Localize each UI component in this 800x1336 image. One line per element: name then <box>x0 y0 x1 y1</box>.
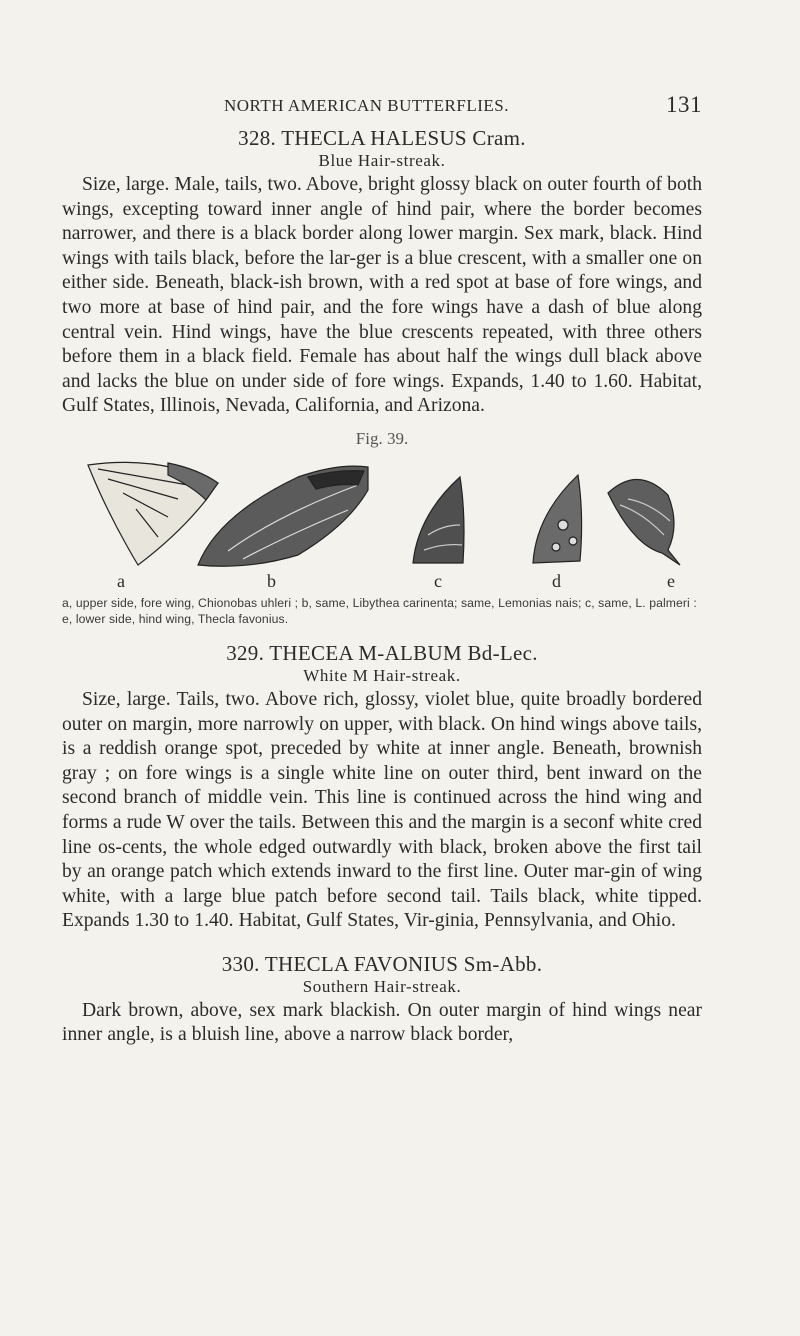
entry-common-name: White M Hair-streak. <box>303 665 461 685</box>
page-number: 131 <box>666 92 702 117</box>
entry-description: Dark brown, above, sex mark blackish. On outer margin of hind wings near inner angle, is a bluish line, above a narrow black border, <box>62 999 702 1046</box>
running-head <box>62 92 702 126</box>
entry-common-name: Blue Hair-streak. <box>318 151 446 170</box>
wing-illustration-b <box>198 466 368 566</box>
running-title: NORTH AMERICAN BUTTERFLIES. <box>224 96 509 115</box>
figure-letter-c: c <box>434 570 442 591</box>
figure-letters <box>62 570 702 595</box>
entry-description: Size, large. Tails, two. Above rich, glossy, violet blue, quite broadly bordered outer on margin, more narrowly on upper, with black. On hind wings above tails, is a reddish orange spot, preceded by white at inner angle. Beneath, brownish gray ; on fore wings is a single white line on outer third, bent inward on the second branch of middle vein. This line is continued across the hind wing and forms a rude W over the tails. Between this and the margin is a seconf white cred line os-cents, the whole edged outwardly with black, broken above the first tail by an orange patch which extends inward to the first line. Outer mar-gin of wing white, with a large blue patch before second tail. Tails black, white tipped. Expands 1.30 to 1.40. Habitat, Gulf States, Vir-ginia, Pennsylvania, and Ohio. <box>62 688 702 932</box>
entry-description: Size, large. Male, tails, two. Above, bright glossy black on outer fourth of both wings, excepting toward inner angle of hind pair, where the border becomes narrower, and there is a black border along lower margin. Sex mark, black. Hind wings with tails black, before the lar-ger is a blue crescent, with a smaller one on either side. Beneath, black-ish brown, with a red spot at base of fore wings, and two more at base of hind pair, and the fore wings have a dash of blue along central vein. Hind wings, have the blue crescents repeated, with three others before them in a black field. Female has about half the wings dull black above and lacks the blue on under side of fore wings. Expands, 1.40 to 1.60. Habitat, Gulf States, Illinois, Nevada, California, and Arizona. <box>62 174 702 417</box>
wing-illustration-c <box>413 477 464 563</box>
entry-common-name: Southern Hair-streak. <box>302 976 462 996</box>
entry-heading: 329. THECEA M-ALBUM Bd-Lec. <box>226 640 538 665</box>
figure-caption: a, upper side, fore wing, Chionobas uhleri ; b, same, Libythea carinenta; same, Lemonias nais; c, same, L. palmeri : e, lower side, hind wing, Thecla favonius. <box>62 595 697 626</box>
figure-letter-b: b <box>267 570 276 591</box>
figure-letter-d: d <box>552 570 561 591</box>
figure-wings <box>68 455 702 575</box>
figure-letter-e: e <box>667 570 675 591</box>
wing-illustration-e <box>608 479 680 565</box>
figure-letter-a: a <box>117 570 125 591</box>
book-page <box>62 92 702 1048</box>
entry-heading: 330. THECLA FAVONIUS Sm-Abb. <box>221 951 543 976</box>
wing-engravings <box>68 455 688 573</box>
figure-label: Fig. 39. <box>355 428 409 448</box>
wing-illustration-d <box>533 475 582 563</box>
wing-illustration-a <box>88 462 218 565</box>
entry-heading: 328. THECLA HALESUS Cram. <box>238 126 526 150</box>
